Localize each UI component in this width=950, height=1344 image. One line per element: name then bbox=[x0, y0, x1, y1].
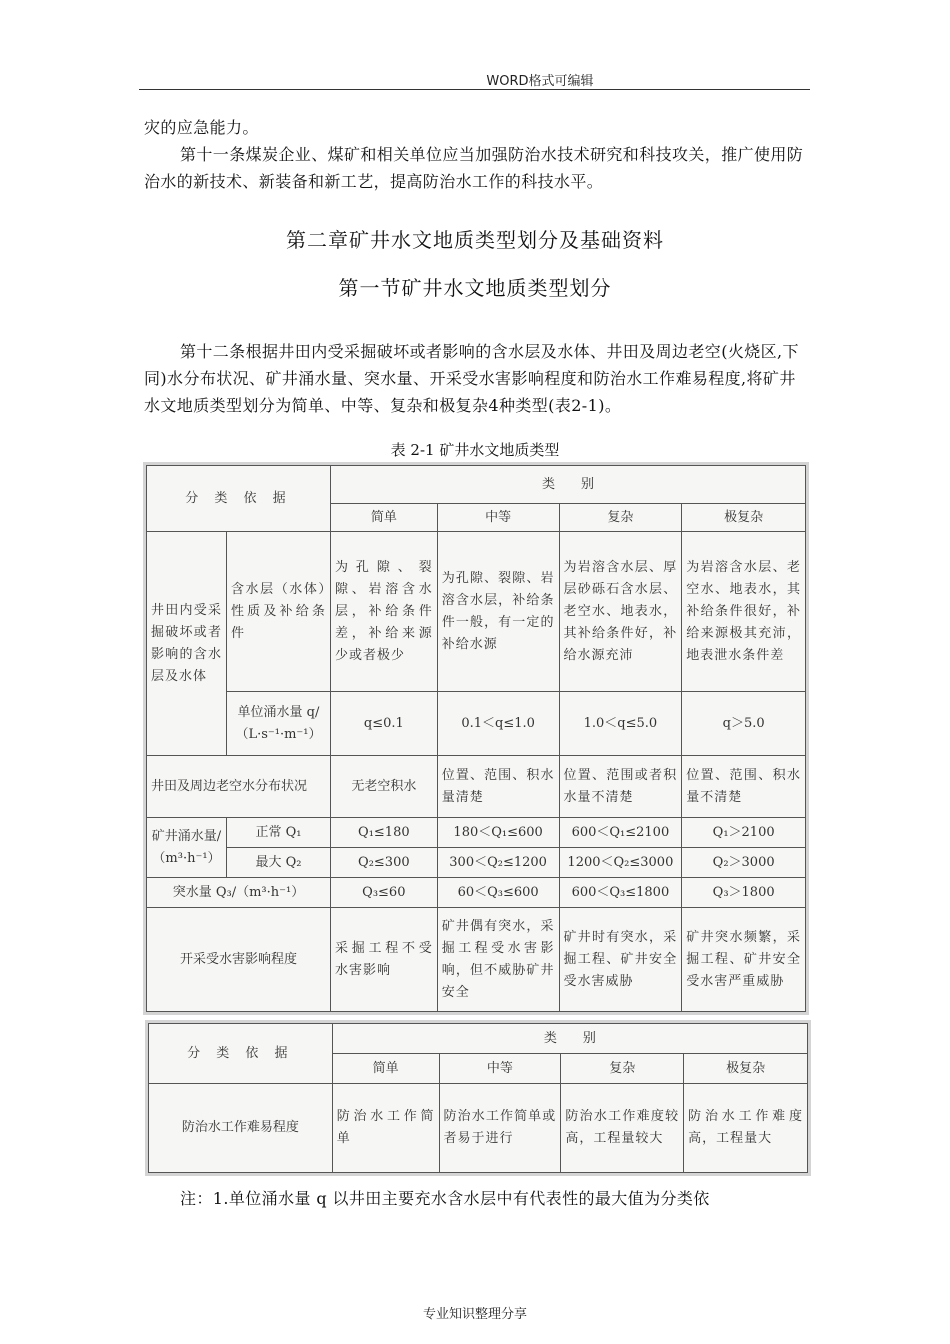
col-very-complex-2: 极复杂 bbox=[684, 1054, 808, 1084]
unit-very-complex: q＞5.0 bbox=[682, 692, 806, 756]
max-inflow-label: 最大 Q₂ bbox=[226, 848, 330, 878]
impact-complex: 矿井时有突水，采掘工程、矿井安全受水害威胁 bbox=[559, 908, 682, 1012]
max-very-complex: Q₂＞3000 bbox=[682, 848, 806, 878]
page-header: WORD格式可编辑 bbox=[486, 74, 594, 89]
aquifer-complex: 为岩溶含水层、厚层砂砾石含水层、老空水、地表水，其补给条件好，补给水源充沛 bbox=[559, 532, 682, 692]
category-header: 类 别 bbox=[330, 466, 805, 504]
aquifer-medium: 为孔隙、裂隙、岩溶含水层，补给条件一般，有一定的补给水源 bbox=[437, 532, 559, 692]
mine-inflow-label: 矿井涌水量/（m³·h⁻¹） bbox=[147, 818, 227, 878]
paragraph-3: 第十二条根据井田内受采掘破坏或者影响的含水层及水体、井田及周边老空(火烧区,下同)水分布状况、矿井涌水量、突水量、开采受水害影响程度和防治水工作难易程度,将矿井水文地质类型划分为简单、中等、复杂和极复杂4种类型(表2-1)。 bbox=[144, 342, 799, 415]
normal-inflow-label: 正常 Q₁ bbox=[226, 818, 330, 848]
max-medium: 300＜Q₂≤1200 bbox=[437, 848, 559, 878]
page-footer: 专业知识整理分享 bbox=[422, 1307, 527, 1322]
aquifer-simple: 为孔隙、裂隙、岩溶含水层，补给条件差，补给来源少或者极少 bbox=[330, 532, 437, 692]
difficulty-simple: 防治水工作简单 bbox=[332, 1084, 439, 1173]
col-medium: 中等 bbox=[437, 504, 559, 532]
aquifer-very-complex: 为岩溶含水层、老空水、地表水，其补给条件很好，补给来源极其充沛，地表泄水条件差 bbox=[682, 532, 806, 692]
max-simple: Q₂≤300 bbox=[330, 848, 437, 878]
category-header-2: 类 别 bbox=[332, 1024, 807, 1054]
burst-very-complex: Q₃＞1800 bbox=[682, 878, 806, 908]
difficulty-table bbox=[148, 1023, 808, 1173]
unit-inflow-label: 单位涌水量 q/（L·s⁻¹·m⁻¹） bbox=[226, 692, 330, 756]
impact-simple: 采掘工程不受水害影响 bbox=[330, 908, 437, 1012]
table-note: 注：1.单位涌水量 q 以井田主要充水含水层中有代表性的最大值为分类依 bbox=[180, 1189, 710, 1208]
header-rule bbox=[139, 89, 810, 90]
goaf-simple: 无老空积水 bbox=[330, 756, 437, 818]
difficulty-complex: 防治水工作难度较高，工程量较大 bbox=[561, 1084, 684, 1173]
col-very-complex: 极复杂 bbox=[682, 504, 806, 532]
burst-complex: 600＜Q₃≤1800 bbox=[559, 878, 682, 908]
impact-medium: 矿井偶有突水，采掘工程受水害影响，但不威胁矿井安全 bbox=[437, 908, 559, 1012]
max-complex: 1200＜Q₂≤3000 bbox=[559, 848, 682, 878]
col-simple-2: 简单 bbox=[332, 1054, 439, 1084]
unit-medium: 0.1＜q≤1.0 bbox=[437, 692, 559, 756]
difficulty-very-complex: 防治水工作难度高，工程量大 bbox=[684, 1084, 808, 1173]
chapter-heading: 第二章矿井水文地质类型划分及基础资料 bbox=[286, 228, 664, 252]
paragraph-1: 灾的应急能力。 bbox=[144, 118, 259, 137]
normal-very-complex: Q₁＞2100 bbox=[682, 818, 806, 848]
section-heading: 第一节矿井水文地质类型划分 bbox=[338, 276, 612, 300]
difficulty-label: 防治水工作难易程度 bbox=[149, 1084, 333, 1173]
difficulty-medium: 防治水工作简单或者易于进行 bbox=[439, 1084, 561, 1173]
burst-label: 突水量 Q₃/（m³·h⁻¹） bbox=[147, 878, 331, 908]
normal-simple: Q₁≤180 bbox=[330, 818, 437, 848]
paragraph-2: 第十一条煤炭企业、煤矿和相关单位应当加强防治水技术研究和科技攻关，推广使用防治水的新技术、新装备和新工艺，提高防治水工作的科技水平。 bbox=[144, 145, 804, 191]
basis-header-2: 分 类 依 据 bbox=[149, 1024, 333, 1084]
col-simple: 简单 bbox=[330, 504, 437, 532]
normal-medium: 180＜Q₁≤600 bbox=[437, 818, 559, 848]
col-medium-2: 中等 bbox=[439, 1054, 561, 1084]
goaf-label: 井田及周边老空水分布状况 bbox=[147, 756, 331, 818]
normal-complex: 600＜Q₁≤2100 bbox=[559, 818, 682, 848]
basis-header: 分 类 依 据 bbox=[147, 466, 331, 532]
unit-complex: 1.0＜q≤5.0 bbox=[559, 692, 682, 756]
table-caption: 表 2-1 矿井水文地质类型 bbox=[390, 441, 560, 459]
goaf-medium: 位置、范围、积水量清楚 bbox=[437, 756, 559, 818]
group-affected-aquifer: 井田内受采掘破坏或者影响的含水层及水体 bbox=[147, 532, 227, 756]
goaf-very-complex: 位置、范围、积水量不清楚 bbox=[682, 756, 806, 818]
burst-simple: Q₃≤60 bbox=[330, 878, 437, 908]
impact-label: 开采受水害影响程度 bbox=[147, 908, 331, 1012]
aquifer-label: 含水层（水体）性质及补给条件 bbox=[226, 532, 330, 692]
col-complex-2: 复杂 bbox=[561, 1054, 684, 1084]
unit-simple: q≤0.1 bbox=[330, 692, 437, 756]
burst-medium: 60＜Q₃≤600 bbox=[437, 878, 559, 908]
hydro-type-table bbox=[146, 465, 806, 1012]
col-complex: 复杂 bbox=[559, 504, 682, 532]
impact-very-complex: 矿井突水频繁，采掘工程、矿井安全受水害严重威胁 bbox=[682, 908, 806, 1012]
goaf-complex: 位置、范围或者积水量不清楚 bbox=[559, 756, 682, 818]
